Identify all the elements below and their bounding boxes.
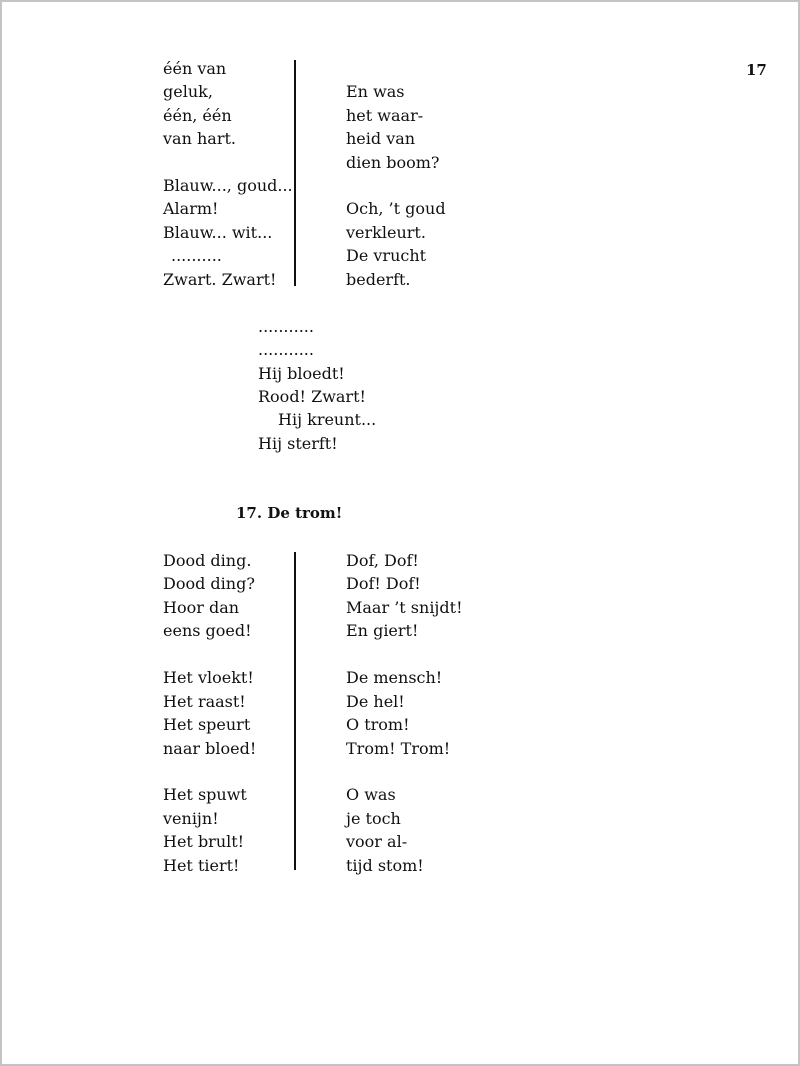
verse-line: Maar ’t snijdt!	[346, 598, 463, 617]
verse-line: Het vloekt!	[163, 668, 254, 687]
verse-line: eens goed!	[163, 621, 252, 640]
verse-line: je toch	[346, 809, 401, 828]
verse-line: heid van	[346, 129, 416, 148]
verse-line: Dood ding?	[163, 574, 255, 593]
verse-line: venijn!	[163, 809, 219, 828]
verse-line: naar bloed!	[163, 739, 257, 758]
verse-line: Hij bloedt!	[258, 364, 345, 383]
verse-line: Het brult!	[163, 832, 245, 851]
verse-line: het waar-	[346, 106, 424, 125]
verse-line: één van	[163, 59, 227, 78]
verse-line: Trom! Trom!	[346, 739, 451, 758]
verse-line: Hij sterft!	[258, 434, 338, 453]
verse-line: Het raast!	[163, 692, 246, 711]
verse-line: O was	[346, 785, 396, 804]
verse-line: Het spuwt	[163, 785, 247, 804]
verse-line: voor al-	[346, 832, 408, 851]
page-number: 17	[746, 61, 767, 79]
verse-line: En giert!	[346, 621, 419, 640]
verse-line: De hel!	[346, 692, 405, 711]
verse-line: En was	[346, 82, 405, 101]
verse-line: Alarm!	[163, 199, 219, 218]
verse-line: Blauw... wit...	[163, 223, 273, 242]
verse-line: ...........	[258, 317, 314, 336]
verse-line: Dof, Dof!	[346, 551, 419, 570]
verse-line: Blauw..., goud...	[163, 176, 293, 195]
verse-line: van hart.	[163, 129, 236, 148]
verse-line: Zwart. Zwart!	[163, 270, 277, 289]
column-divider	[294, 552, 296, 870]
poem-title: 17. De trom!	[236, 504, 343, 522]
verse-line: Het speurt	[163, 715, 251, 734]
verse-line: geluk,	[163, 82, 213, 101]
verse-line: De vrucht	[346, 246, 427, 265]
verse-line: Het tiert!	[163, 856, 240, 875]
verse-line: bederft.	[346, 270, 411, 289]
verse-line: Dood ding.	[163, 551, 252, 570]
verse-line: tijd stom!	[346, 856, 424, 875]
verse-line: O trom!	[346, 715, 410, 734]
column-divider	[294, 60, 296, 286]
verse-line: Rood! Zwart!	[258, 387, 366, 406]
verse-line: Hij kreunt...	[278, 410, 377, 429]
verse-line: Dof! Dof!	[346, 574, 421, 593]
verse-line: Hoor dan	[163, 598, 240, 617]
verse-line: ...........	[258, 340, 314, 359]
verse-line: ..........	[171, 246, 222, 265]
verse-line: Och, ’t goud	[346, 199, 446, 218]
verse-line: verkleurt.	[346, 223, 426, 242]
verse-line: dien boom?	[346, 153, 440, 172]
verse-line: één, één	[163, 106, 232, 125]
verse-line: De mensch!	[346, 668, 443, 687]
